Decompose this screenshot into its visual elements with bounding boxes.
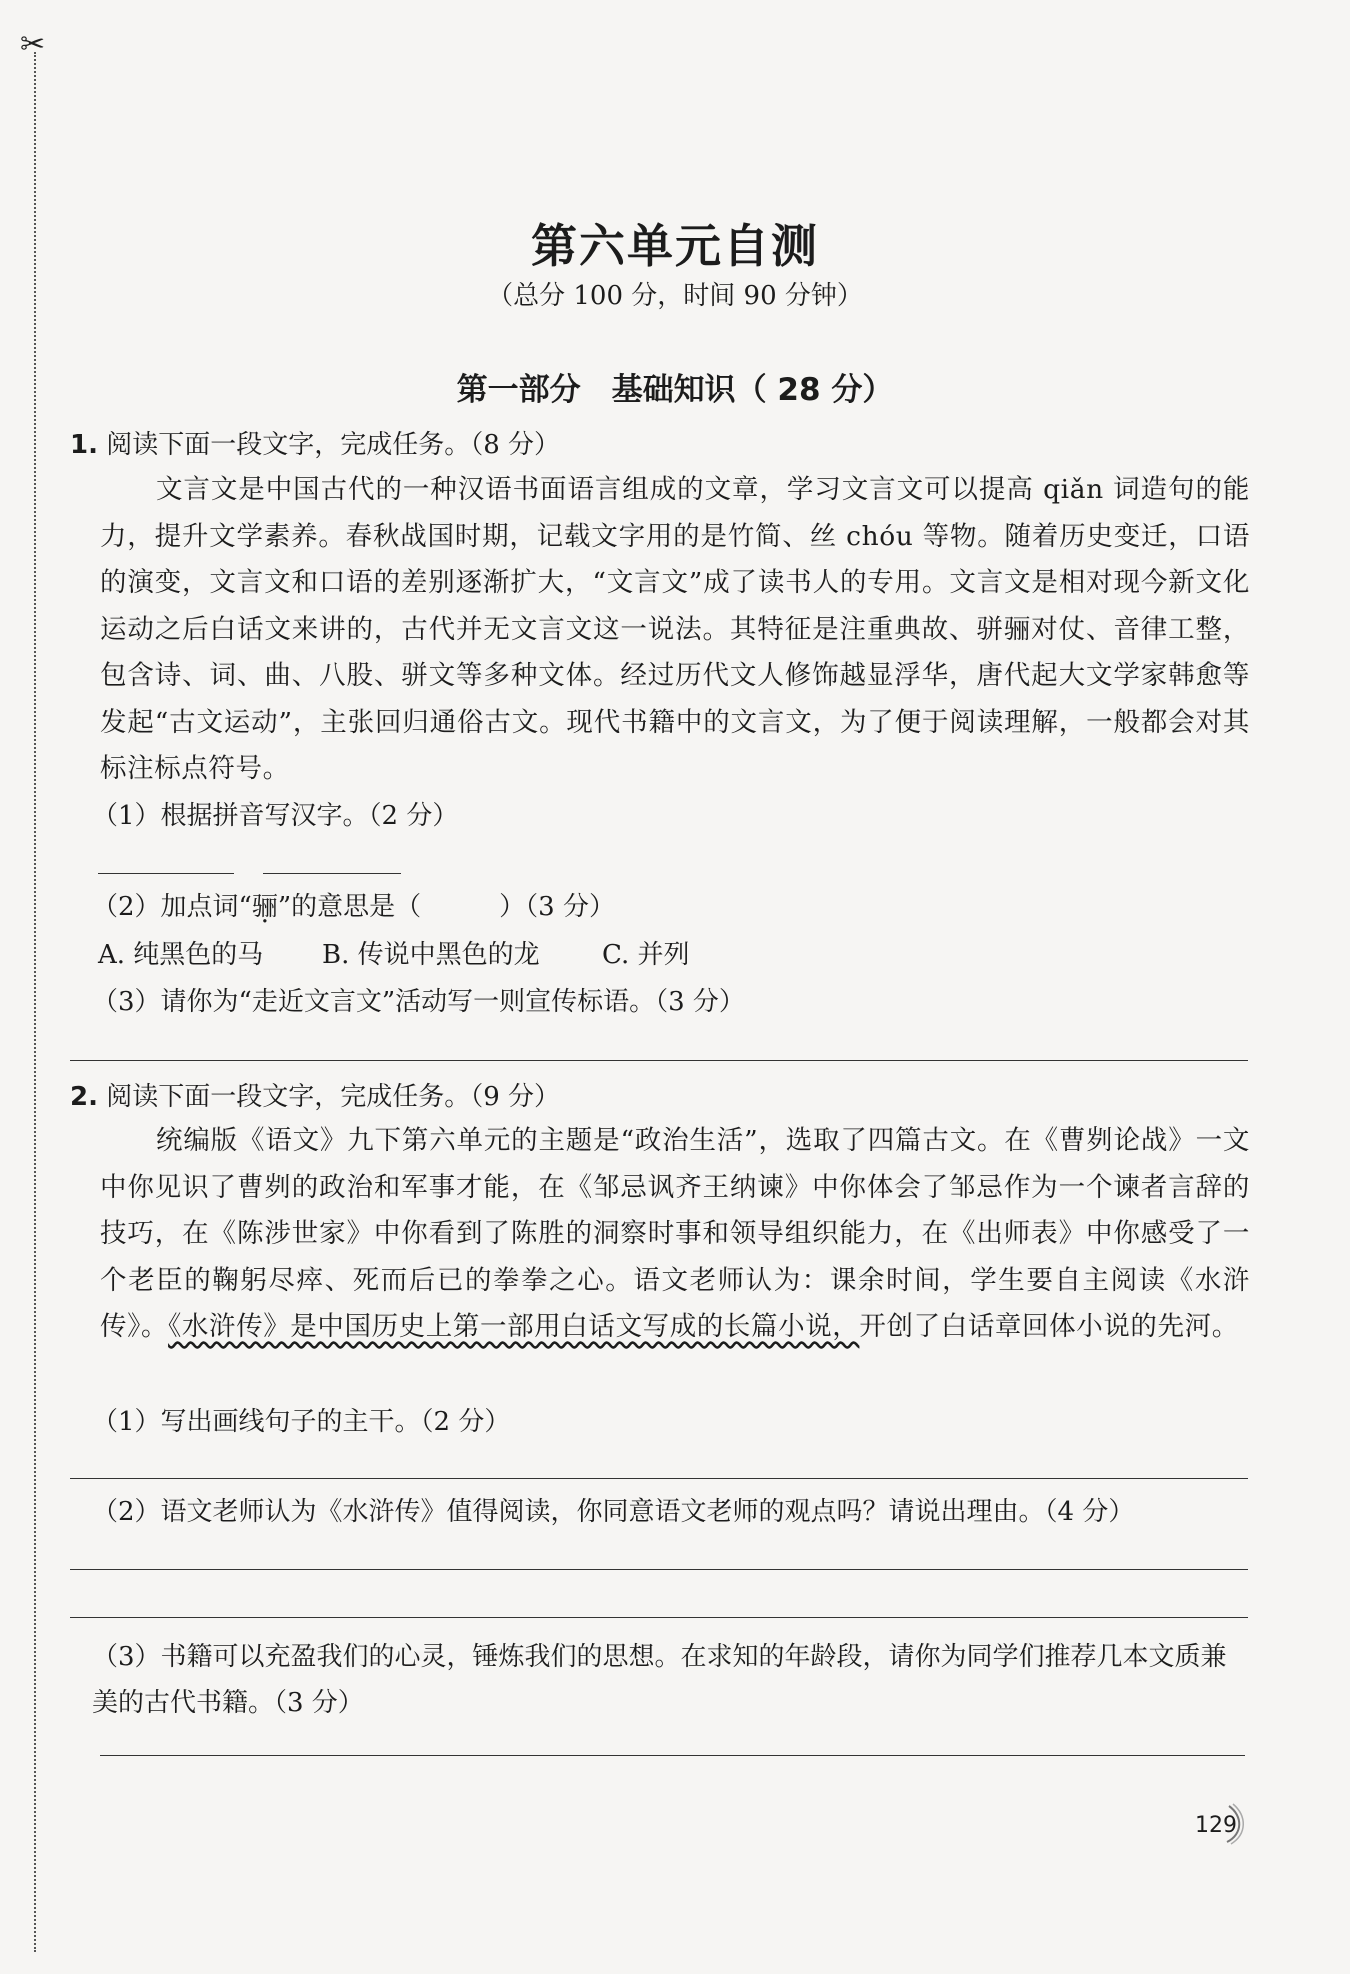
question-2-sub-2: （2）语文老师认为《水浒传》值得阅读，你同意语文老师的观点吗？请说出理由。（4 分） — [92, 1497, 1135, 1527]
passage-part-a: 统编版《语文》九下第六单元的主题是“政治生活”，选取了四篇古文。在《曹刿论战》一文中你见识了曹刿的政治和军事才能，在《邹忌讽齐王纳谏》中你体会了邹忌作为一个谏者言辞的技巧，在《陈涉世家》中你看到了陈胜的洞察时事和领导组织能力，在《出师表》中你感受了一个老臣的鞠躬尽瘁、死而后已的拳拳之心。语文老师认为：课余时间，学生要自主阅读《水浒传》。 — [100, 1125, 1250, 1342]
question-1-sub-1: （1）根据拼音写汉字。（2 分） — [92, 801, 459, 831]
part-title: 第一部分 基础知识（ 28 分） — [456, 372, 894, 408]
question-1-number: 1. — [70, 430, 98, 460]
cut-line — [34, 52, 36, 1952]
question-1-sub-2 — [92, 885, 615, 929]
answer-blank-1[interactable] — [98, 873, 234, 874]
page-title: 第六单元自测 — [531, 219, 819, 273]
answer-line[interactable] — [70, 1478, 1248, 1479]
answer-blank-2[interactable] — [263, 873, 401, 874]
scissors-icon: ✂ — [20, 27, 46, 62]
answer-line[interactable] — [70, 1569, 1248, 1570]
question-2-sub-1: （1）写出画线句子的主干。（2 分） — [92, 1407, 511, 1437]
answer-line[interactable] — [100, 1755, 1245, 1756]
question-2-text: 阅读下面一段文字，完成任务。（9 分） — [106, 1082, 561, 1112]
passage-part-b: 开创了白话章回体小说的先河。 — [859, 1311, 1239, 1342]
question-1-prompt — [70, 423, 560, 467]
question-1-sub-2-pre: （2）加点词“ — [92, 892, 252, 922]
emphasized-word: 骊 — [251, 892, 278, 922]
page-subtitle: （总分 100 分，时间 90 分钟） — [487, 281, 863, 311]
answer-line[interactable] — [70, 1060, 1248, 1061]
underlined-sentence: 《水浒传》是中国历史上第一部用白话文写成的长篇小说， — [168, 1311, 860, 1342]
question-1-passage: 文言文是中国古代的一种汉语书面语言组成的文章，学习文言文可以提高 qiǎn 词造句的能力，提升文学素养。春秋战国时期，记载文字用的是竹简、丝 chóu 等物。随着历史变迁，口语的演变，文言文和口语的差别逐渐扩大，“文言文”成了读书人的专用。文言文是相对现今新文化运动之后白话文来讲的，古代并无文言文这一说法。其特征是注重典故、骈骊对仗、音律工整，包含诗、词、曲、八股、骈文等多种文体。经过历代文人修饰越显浮华，唐代起大文学家韩愈等发起“古文运动”，主张回归通俗古文。现代书籍中的文言文，为了便于阅读理解，一般都会对其标注标点符号。 — [100, 474, 1250, 784]
question-1-sub-2-post: ”的意思是（ ）（3 分） — [277, 892, 615, 922]
answer-line[interactable] — [70, 1617, 1248, 1618]
question-2-passage — [100, 1118, 1250, 1351]
question-2-prompt — [70, 1075, 560, 1119]
question-2-number: 2. — [70, 1082, 98, 1112]
option-c[interactable]: C. 并列 — [602, 940, 690, 970]
option-a[interactable]: A. 纯黑色的马 — [98, 940, 264, 970]
option-b[interactable]: B. 传说中黑色的龙 — [322, 940, 540, 970]
question-1-sub-3: （3）请你为“走近文言文”活动写一则宣传标语。（3 分） — [92, 987, 745, 1017]
question-1-text: 阅读下面一段文字，完成任务。（8 分） — [106, 430, 561, 460]
page-number: 129 — [1195, 1813, 1237, 1838]
question-2-sub-3: （3）书籍可以充盈我们的心灵，锤炼我们的思想。在求知的年龄段，请你为同学们推荐几本文质兼美的古代书籍。（3 分） — [92, 1642, 1227, 1718]
